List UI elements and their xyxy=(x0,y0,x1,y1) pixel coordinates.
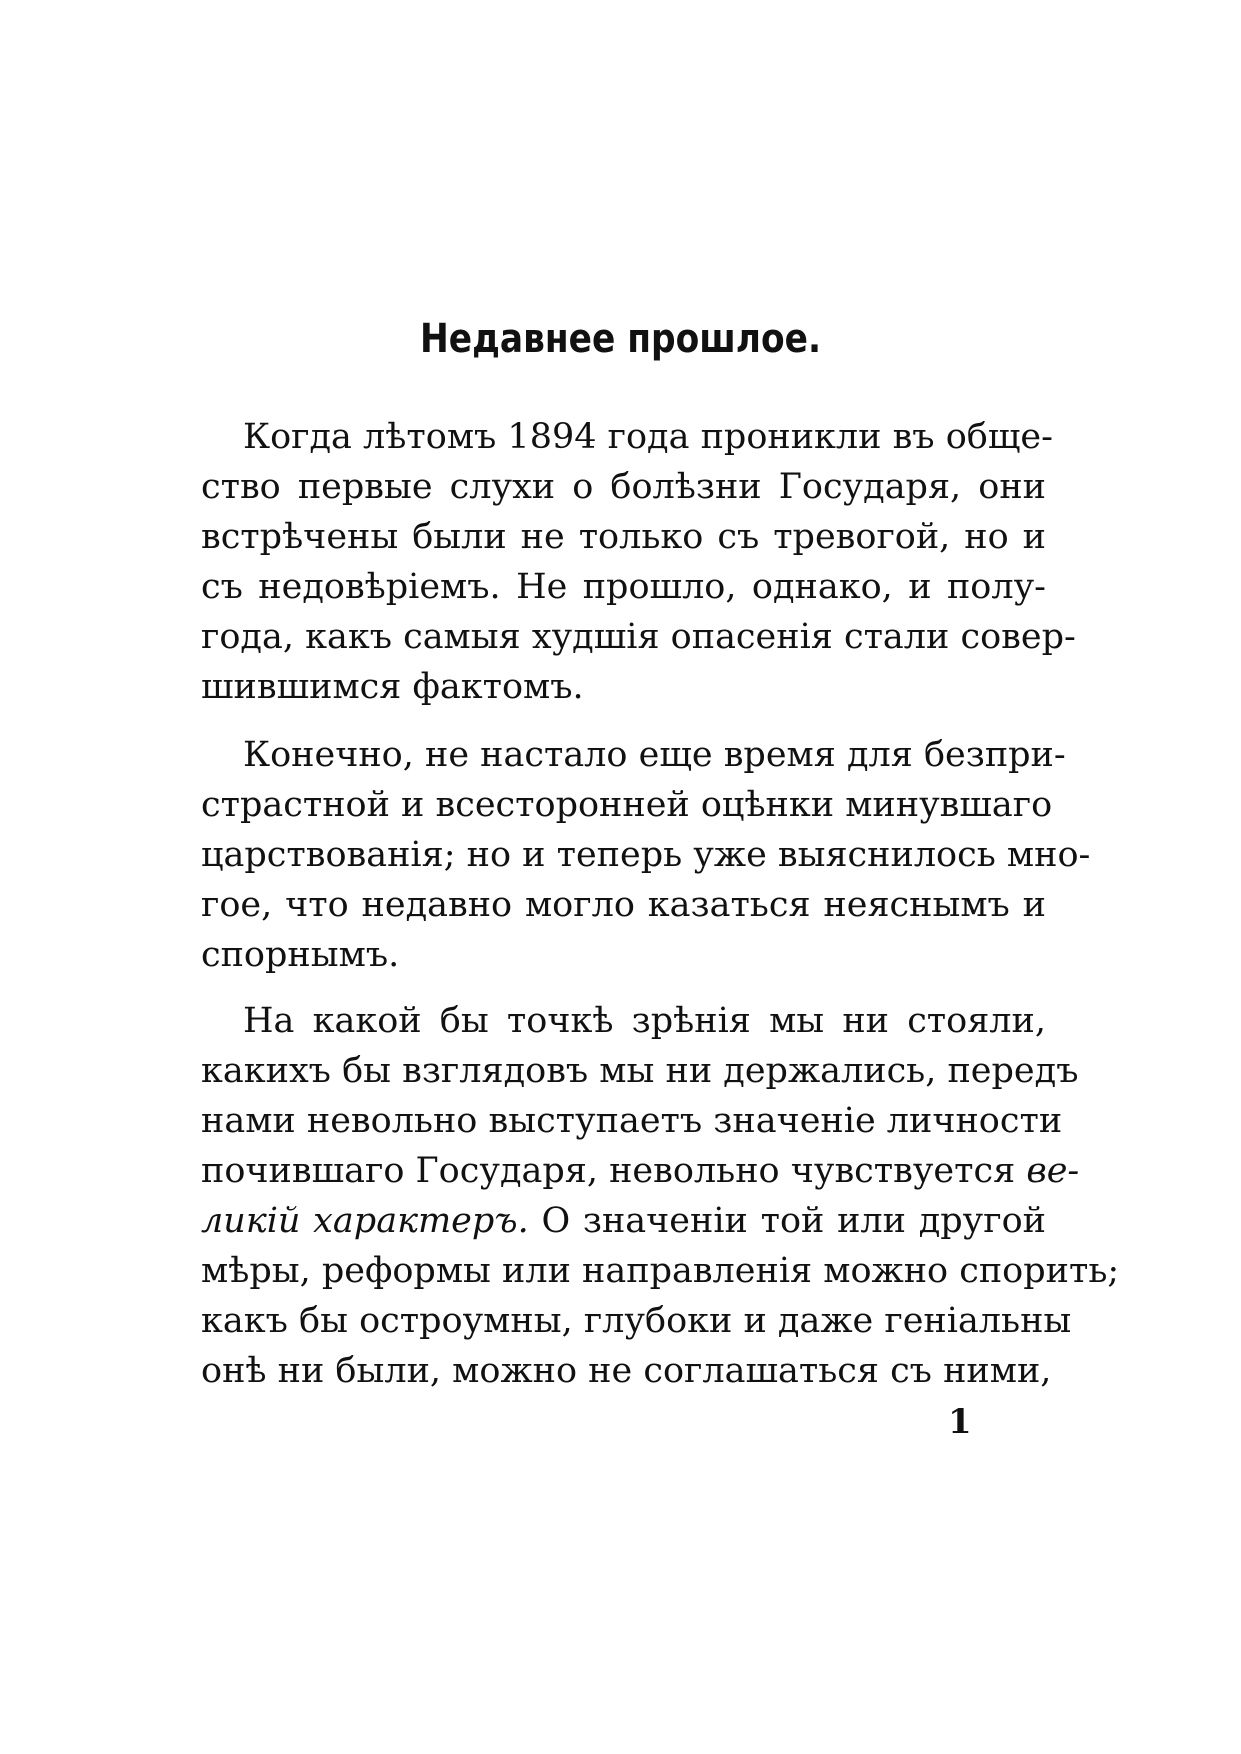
text-line: Когда лѣтомъ 1894 года проникли въ обще- xyxy=(243,417,1053,457)
paragraph-1 xyxy=(201,412,1076,712)
text-line: онѣ ни были, можно не соглашаться съ ними, xyxy=(201,1351,1052,1391)
text-line: нами невольно выступаетъ значеніе личности xyxy=(201,1101,1063,1141)
text-line: шившимся фактомъ. xyxy=(201,667,584,707)
paragraph-2 xyxy=(201,730,1091,980)
text-line: царствованія; но и теперь уже выяснилось мно- xyxy=(201,835,1091,875)
paragraph-3 xyxy=(201,996,1120,1396)
text-line: встрѣчены были не только съ тревогой, но и xyxy=(201,517,1046,557)
text-line: какихъ бы взглядовъ мы ни держались, передъ xyxy=(201,1051,1079,1091)
text-segment: О значеніи той или другой xyxy=(541,1201,1046,1241)
chapter-title: Недавнее прошлое. xyxy=(419,316,822,362)
text-line: ство первые слухи о болѣзни Государя, они xyxy=(201,467,1046,507)
text-line: года, какъ самыя худшія опасенія стали совер- xyxy=(201,617,1076,657)
text-line-with-emphasis xyxy=(201,1196,1046,1246)
text-line-with-emphasis xyxy=(201,1146,1080,1196)
page-number: 1 xyxy=(948,1402,972,1442)
text-line: спорнымъ. xyxy=(201,935,400,975)
text-line: какъ бы остроумны, глубоки и даже геніальны xyxy=(201,1301,1072,1341)
text-line: съ недовѣріемъ. Не прошло, однако, и полу- xyxy=(201,567,1046,607)
text-line: гое, что недавно могло казаться неяснымъ и xyxy=(201,885,1046,925)
text-line: мѣры, реформы или направленія можно спорить; xyxy=(201,1251,1120,1291)
text-line: страстной и всесторонней оцѣнки минувшаго xyxy=(201,785,1053,825)
text-line: Конечно, не настало еще время для безпри- xyxy=(243,735,1066,775)
text-line: На какой бы точкѣ зрѣнія мы ни стояли, xyxy=(243,1001,1046,1041)
text-segment: почившаго Государя, невольно чувствуется xyxy=(201,1151,1016,1191)
emphasis-text: ве- xyxy=(1026,1151,1080,1191)
emphasis-text: ликій характеръ. xyxy=(201,1201,529,1241)
